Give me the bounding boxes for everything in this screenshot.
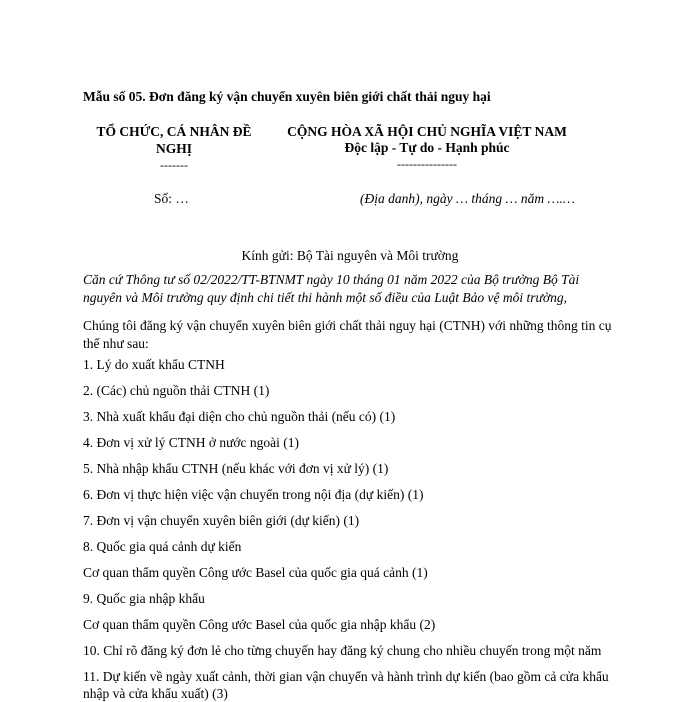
org-divider: -------: [160, 158, 188, 172]
proposing-organization-heading: TỔ CHỨC, CÁ NHÂN ĐỀ NGHỊ: [96, 124, 252, 156]
list-item: 6. Đơn vị thực hiện việc vận chuyển trong nội địa (dự kiến) (1): [83, 487, 424, 502]
list-item: 3. Nhà xuất khẩu đại diện cho chủ nguồn thải (nếu có) (1): [83, 409, 396, 424]
document-number: Số: …: [154, 191, 189, 206]
list-item: 5. Nhà nhập khẩu CTNH (nếu khác với đơn vị xử lý) (1): [83, 461, 389, 476]
intro-paragraph: Chúng tôi đăng ký vận chuyển xuyên biên giới chất thải nguy hại (CTNH) với những thông tin cụ thể như sau:: [83, 318, 612, 351]
place-date-line: (Địa danh), ngày … tháng … năm ….…: [360, 191, 575, 206]
list-item: 4. Đơn vị xử lý CTNH ở nước ngoài (1): [83, 435, 300, 450]
list-item: 1. Lý do xuất khẩu CTNH: [83, 357, 225, 372]
list-item: 10. Chỉ rõ đăng ký đơn lẻ cho từng chuyến hay đăng ký chung cho nhiều chuyến trong một năm: [83, 643, 602, 658]
list-item: Cơ quan thẩm quyền Công ước Basel của quốc gia nhập khẩu (2): [83, 617, 436, 632]
list-item: Cơ quan thẩm quyền Công ước Basel của quốc gia quá cảnh (1): [83, 565, 428, 580]
list-item: 7. Đơn vị vận chuyển xuyên biên giới (dự kiến) (1): [83, 513, 360, 528]
list-item: 9. Quốc gia nhập khẩu: [83, 591, 205, 606]
list-item: 2. (Các) chủ nguồn thải CTNH (1): [83, 383, 270, 398]
national-motto: Độc lập - Tự do - Hạnh phúc: [344, 140, 510, 155]
salutation: Kính gửi: Bộ Tài nguyên và Môi trường: [241, 248, 459, 263]
national-title: CỘNG HÒA XÃ HỘI CHỦ NGHĨA VIỆT NAM: [287, 124, 567, 139]
form-title: Mẫu số 05. Đơn đăng ký vận chuyển xuyên biên giới chất thải nguy hại: [83, 89, 491, 104]
list-item: 11. Dự kiến về ngày xuất cảnh, thời gian vận chuyển và hành trình dự kiến (bao gồm cả cửa khẩu nhập và cửa khẩu xuất) (3): [83, 669, 609, 701]
legal-basis: Căn cứ Thông tư số 02/2022/TT-BTNMT ngày 10 tháng 01 năm 2022 của Bộ trưởng Bộ Tài nguyên và Môi trường quy định chi tiết thi hành một số điều của Luật Bảo vệ môi trường,: [83, 272, 580, 305]
motto-divider: ---------------: [397, 157, 457, 171]
list-item: 8. Quốc gia quá cảnh dự kiến: [83, 539, 242, 554]
